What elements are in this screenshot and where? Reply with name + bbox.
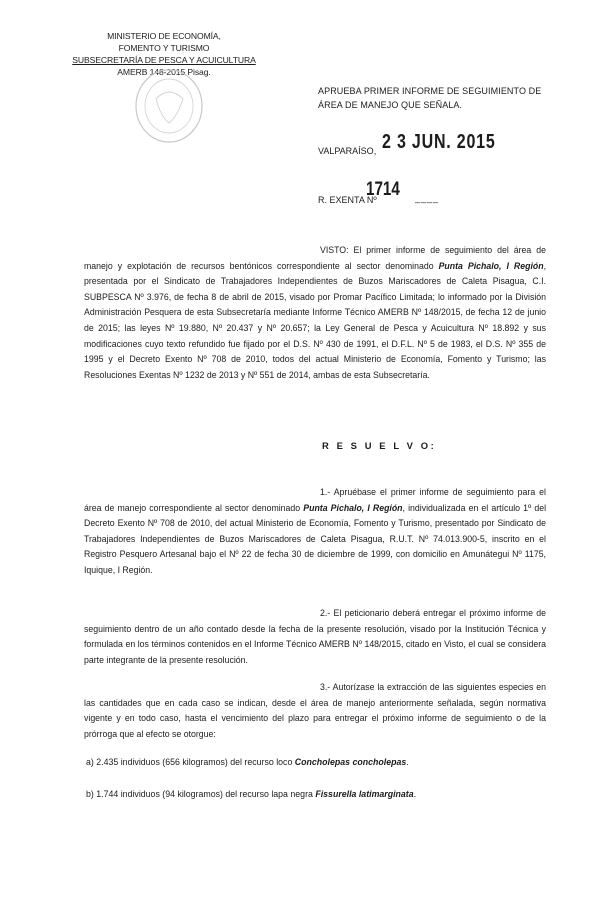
visto-place: Punta Pichalo, I Región xyxy=(438,260,544,271)
item-a-species: Concholepas concholepas xyxy=(294,757,407,767)
header-ministry: MINISTERIO DE ECONOMÍA, xyxy=(107,31,221,41)
resuelvo-1-place: Punta Pichalo, I Región xyxy=(303,502,403,513)
resuelvo-1-text-2: , individualizada en el artículo 1º del Decreto Exento Nº 708 de 2010, del actual Ministerio de Economía, Fomento y Turismo, presentado por Sindicato de Trabajadores Independientes de Buzos Mariscadores de Caleta Pisagua, R.U.T. Nº 74.013.900-5, inscrito en el Registro Pesquero Artesanal bajo el Nº 22 de fecha 30 de diciembre de 1999, con domicilio en Amunátegui Nº 1175, Iquique, I Región. xyxy=(84,502,547,575)
resuelvo-1-paragraph xyxy=(84,485,546,579)
date-stamp: 2 3 JUN. 2015 xyxy=(382,131,496,153)
visto-paragraph xyxy=(84,243,546,383)
document-subject: APRUEBA PRIMER INFORME DE SEGUIMIENTO DE ÁREA DE MANEJO QUE SEÑALA. xyxy=(318,86,542,110)
header-reference: AMERB 148-2015 Pisag. xyxy=(117,67,211,77)
seal-stamp-icon xyxy=(128,65,210,147)
species-item-b xyxy=(86,789,416,799)
header-subsecretaria: SUBSECRETARÍA DE PESCA Y ACUICULTURA xyxy=(72,55,256,65)
visto-text-2: , presentada por el Sindicato de Trabajadores Independientes de Buzos Mariscadores de Caleta Pisagua, C.I. SUBPESCA Nº 3.976, de fecha 8 de abril de 2015, visado por Promar Pacífico Limitada; lo informado por la División Administración Pesquera de esta Subsecretaría mediante Informe Técnico AMERB Nº 148/2015, de fecha 12 de junio de 2015; las leyes Nº 19.880, Nº 20.437 y Nº 20.657; la Ley General de Pesca y Acuicultura Nº 18.892 y sus modificaciones cuyo texto refundido fue fijado por el D.S. Nº 430 de 1991, el D.F.L. Nº 5 de 1983, el D.S. Nº 355 de 1995 y el Decreto Exento Nº 708 de 2010, todos del actual Ministerio de Economía, Fomento y Turismo; las Resoluciones Exentas Nº 1232 de 2013 y Nº 551 de 2014, ambas de esta Subsecretaría. xyxy=(84,260,546,380)
place-label: VALPARAÍSO, xyxy=(318,146,377,156)
item-a-text: a) 2.435 individuos (656 kilogramos) del recurso loco xyxy=(86,757,295,767)
resuelvo-2-paragraph: 2.- El peticionario deberá entregar el próximo informe de seguimiento dentro de un año contado desde la fecha de la presente resolución, visado por la Institución Técnica y formulada en los términos contenidos en el Informe Técnico AMERB Nº 148/2015, citado en Visto, el cual se considera parte integrante de la presente resolución. xyxy=(84,608,546,665)
item-b-text: b) 1.744 individuos (94 kilogramos) del recurso lapa negra xyxy=(86,789,316,799)
resuelvo-3-paragraph: 3.- Autorízase la extracción de las siguientes especies en las cantidades que en cada caso se indican, desde el área de manejo anteriormente señalada, según normativa vigente y en todo caso, hasta el vencimiento del plazo para entregar el próximo informe de seguimiento o de la prórroga que al efecto se otorgue: xyxy=(84,682,546,739)
item-b-species: Fissurella latimarginata xyxy=(315,789,414,799)
item-b-end: . xyxy=(413,789,417,799)
resuelvo-heading: R E S U E L V O: xyxy=(322,440,437,451)
header-ministry-sub: FOMENTO Y TURISMO xyxy=(118,43,210,53)
resuelvo-1-text-1: 1.- Apruébase el primer informe de seguimiento para el área de manejo correspondiente al sector denominado xyxy=(84,487,546,513)
visto-text-1: VISTO: El primer informe de seguimiento del área de manejo y explotación de recursos bentónicos correspondiente al sector denominado xyxy=(84,245,546,271)
resolution-number: 1714 xyxy=(366,179,400,200)
item-a-end: . xyxy=(406,757,409,767)
resolution-number-trail: ____ xyxy=(415,193,440,203)
species-item-a xyxy=(86,757,409,767)
resolution-label: R. EXENTA Nº xyxy=(318,195,377,205)
